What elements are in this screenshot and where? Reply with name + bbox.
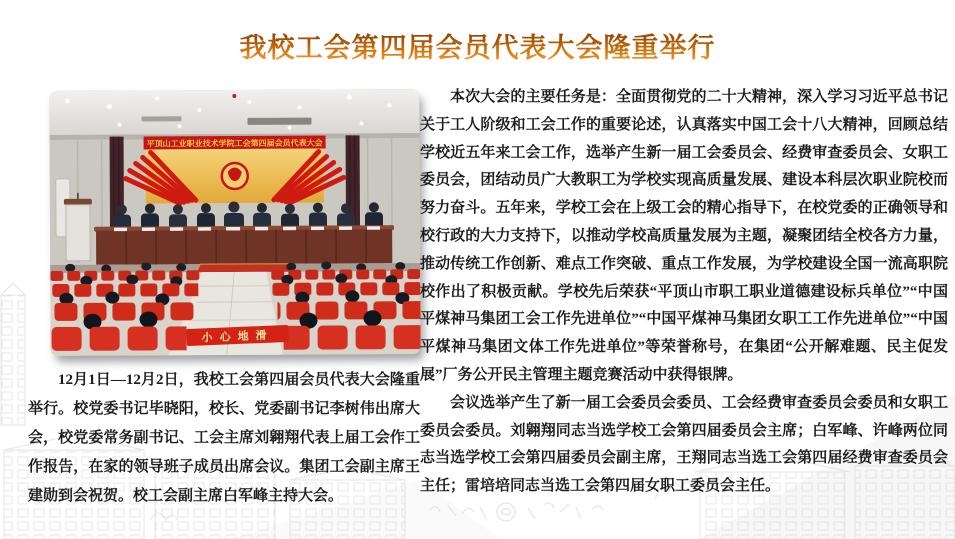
photo-floor-sign-text: 小心地滑 bbox=[201, 329, 274, 345]
meeting-photo bbox=[49, 89, 420, 356]
photo-banner-text: 平顶山工业职业技术学院工会第四届会员代表大会 bbox=[146, 138, 323, 149]
union-emblem-icon bbox=[222, 163, 248, 189]
photo-podium bbox=[64, 193, 92, 261]
tasks-paragraph: 本次大会的主要任务是：全面贯彻党的二十大精神，深入学习习近平总书记关于工人阶级和工会工作的重要论述，认真落实中国工会十八大精神，回顾总结学校近五年来工会工作，选举产生新一届工会委员会、经费审查委员会、女职工委员会，团结动员广大教职工为学校实现高质量发展、建设本科层次职业院校而努力奋斗。五年来，学校工会在上级工会的精心指导下，在校党委的正确领导和校行政的大力支持下，以推动学校高质量发展为主题，凝聚团结全校各方力量，推动传统工作创新、难点工作突破、重点工作发展，为学校建设全国一流高职院校作出了积极贡献。学校先后荣获“平顶山市职工职业道德建设标兵单位”“中国平煤神马集团工会工作先进单位”“中国平煤神马集团女职工工作先进单位”“中国平煤神马集团文体工作先进单位”等荣誉称号，在集团“公开解难题、民主促发展”厂务公开民主管理主题竞赛活动中获得银牌。 bbox=[420, 89, 948, 383]
election-paragraph: 会议选举产生了新一届工会委员会委员、工会经费审查委员会委员和女职工委员会委员。刘翱翔同志当选学校工会第四届委员会主席；白军峰、许峰两位同志当选学校工会第四届委员会副主席，王翔同志当选工会第四届经费审查委员会主任；雷培培同志当选工会第四届女职工委员会主任。 bbox=[420, 394, 948, 495]
page-title: 我校工会第四届会员代表大会隆重举行 bbox=[0, 26, 955, 65]
photo-ceiling bbox=[49, 89, 419, 140]
right-column bbox=[420, 84, 948, 501]
intro-paragraph-block bbox=[28, 366, 420, 511]
intro-paragraph: 12月1日—12月2日，我校工会第四届会员代表大会隆重举行。校党委书记毕晓阳，校长、党委副书记李树伟出席大会，校党委常务副书记、工会主席刘翱翔代表上届工会作工作报告，在家的领导班子成员出席会议。集团工会副主席王建勋到会祝贺。校工会副主席白军峰主持大会。 bbox=[28, 372, 420, 504]
photo-screen bbox=[126, 135, 344, 203]
